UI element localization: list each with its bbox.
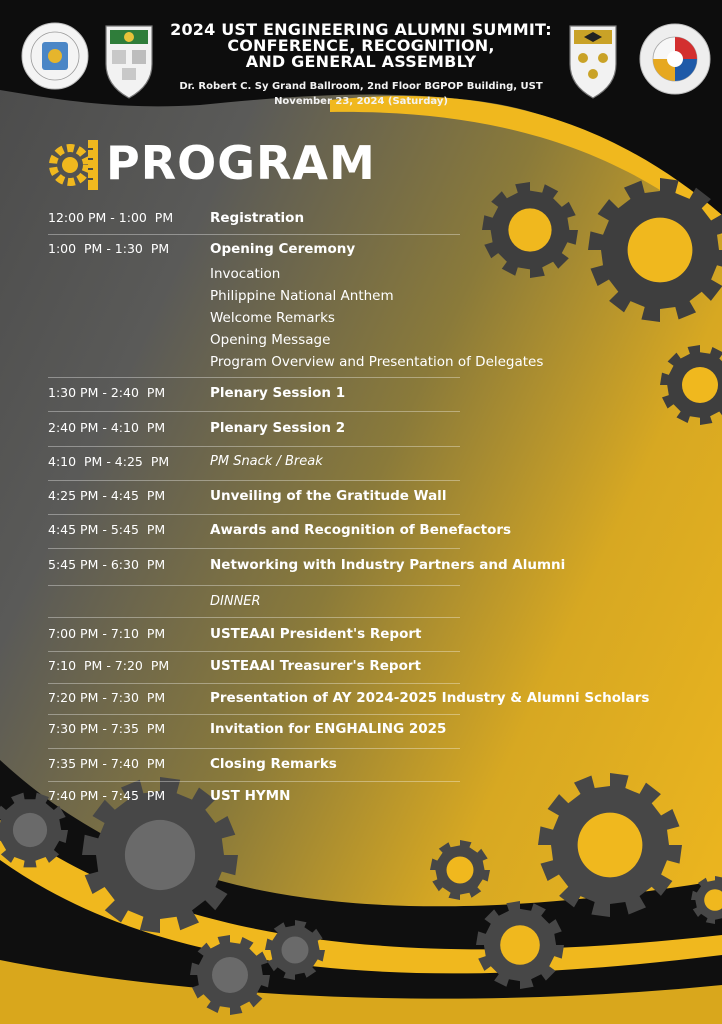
row-divider — [48, 480, 460, 481]
engineering-shield-logo — [96, 16, 162, 100]
program-time: 7:00 PM - 7:10 PM — [48, 626, 166, 641]
sub-item: Program Overview and Presentation of Delegates — [210, 354, 544, 370]
gear-icon — [538, 773, 682, 917]
row-divider — [48, 748, 460, 749]
program-event: UST HYMN — [210, 788, 291, 804]
row-divider — [48, 617, 460, 618]
program-event: PM Snack / Break — [210, 454, 323, 469]
program-time: 4:10 PM - 4:25 PM — [48, 454, 170, 469]
title-line: CONFERENCE, RECOGNITION, — [227, 36, 495, 55]
sub-item: Philippine National Anthem — [210, 288, 394, 304]
row-divider — [48, 548, 460, 549]
event-date: November 23, 2024 (Saturday) — [274, 96, 448, 107]
sub-item: Opening Message — [210, 332, 331, 348]
program-time: 7:35 PM - 7:40 PM — [48, 756, 166, 771]
program-event: Closing Remarks — [210, 756, 337, 772]
program-time: 1:30 PM - 2:40 PM — [48, 385, 166, 400]
program-event: USTEAAI President's Report — [210, 626, 422, 642]
program-event: Presentation of AY 2024-2025 Industry & Alumni Scholars — [210, 690, 650, 706]
program-event: Unveiling of the Gratitude Wall — [210, 488, 447, 504]
program-time: 4:45 PM - 5:45 PM — [48, 522, 166, 537]
program-time: 7:40 PM - 7:45 PM — [48, 788, 166, 803]
sub-item: Welcome Remarks — [210, 310, 335, 326]
venue-date — [160, 79, 562, 109]
venue: Dr. Robert C. Sy Grand Ballroom, 2nd Floor BGPOP Building, UST — [179, 81, 543, 92]
program-event: Networking with Industry Partners and Alumni — [210, 557, 566, 573]
section-title: PROGRAM — [106, 136, 376, 190]
program-time: 7:20 PM - 7:30 PM — [48, 690, 166, 705]
gear-icon — [430, 840, 490, 900]
summit-title — [165, 22, 557, 70]
header — [0, 0, 722, 120]
program-event: Plenary Session 2 — [210, 420, 346, 436]
opening-ceremony-items — [210, 263, 543, 373]
row-divider — [48, 683, 460, 684]
row-divider — [48, 234, 460, 235]
program-event: Opening Ceremony — [210, 241, 356, 257]
program-time: 2:40 PM - 4:10 PM — [48, 420, 166, 435]
gear-icon — [588, 178, 722, 322]
program-event: Registration — [210, 210, 305, 226]
program-time: 4:25 PM - 4:45 PM — [48, 488, 166, 503]
program-time: 5:45 PM - 6:30 PM — [48, 557, 166, 572]
row-divider — [48, 714, 460, 715]
sub-item: Invocation — [210, 266, 281, 282]
program-event: Invitation for ENGHALING 2025 — [210, 721, 447, 737]
title-line: AND GENERAL ASSEMBLY — [245, 52, 477, 71]
row-divider — [48, 514, 460, 515]
row-divider — [48, 585, 460, 586]
row-divider — [48, 651, 460, 652]
program-time: 12:00 PM - 1:00 PM — [48, 210, 174, 225]
program-event: DINNER — [210, 594, 261, 609]
program-event: USTEAAI Treasurer's Report — [210, 658, 421, 674]
row-divider — [48, 781, 460, 782]
gear-ruler-icon — [46, 138, 102, 192]
row-divider — [48, 446, 460, 447]
title-line: 2024 UST ENGINEERING ALUMNI SUMMIT: — [170, 20, 552, 39]
ust-seal-logo — [20, 18, 90, 98]
program-time: 7:30 PM - 7:35 PM — [48, 721, 166, 736]
alumni-shield-logo — [560, 16, 626, 100]
gear-icon — [660, 345, 722, 425]
row-divider — [48, 377, 460, 378]
program-event: Plenary Session 1 — [210, 385, 346, 401]
program-event: Awards and Recognition of Benefactors — [210, 522, 512, 538]
office-seal-logo — [638, 20, 712, 98]
row-divider — [48, 411, 460, 412]
program-time: 7:10 PM - 7:20 PM — [48, 658, 170, 673]
program-time: 1:00 PM - 1:30 PM — [48, 241, 170, 256]
